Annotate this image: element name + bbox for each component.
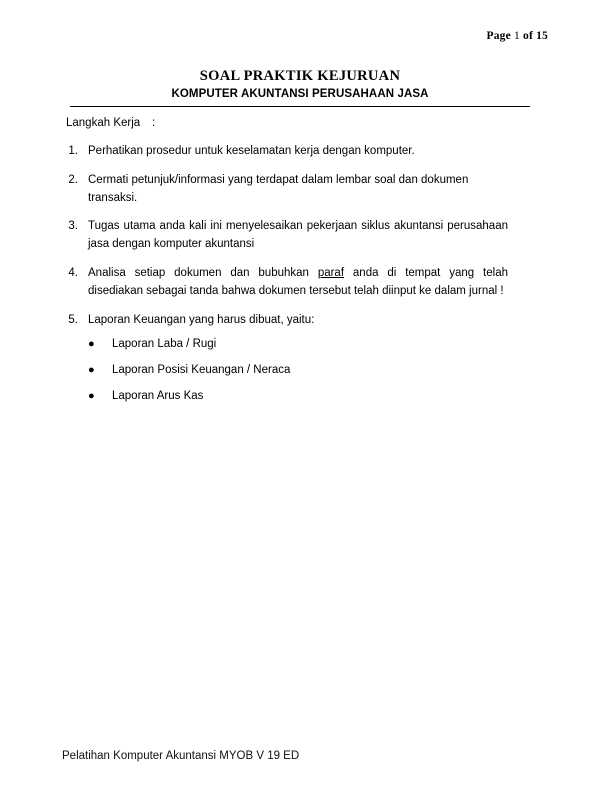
step-number: 5.: [68, 313, 78, 326]
page-number-header: [486, 30, 548, 42]
page-number: 1: [514, 30, 520, 42]
step-text: Perhatikan prosedur untuk keselamatan kerja dengan komputer.: [88, 145, 415, 157]
list-item: [0, 143, 600, 161]
step-number: 3.: [68, 220, 78, 233]
report-bullet-list: [88, 336, 508, 406]
title-divider: [70, 106, 530, 107]
document-title-block: [0, 68, 600, 100]
document-body: [0, 117, 600, 425]
list-item: [0, 312, 600, 415]
step-text-block: [88, 312, 508, 415]
bullet-icon: ●: [88, 363, 95, 376]
page-label: Page: [486, 30, 511, 42]
step-text-underlined: paraf: [317, 267, 345, 280]
step-text: [88, 265, 508, 301]
bullet-label: Laporan Laba / Rugi: [112, 337, 217, 350]
page-footer: Pelatihan Komputer Akuntansi MYOB V 19 ED: [62, 750, 300, 762]
list-item: [0, 172, 600, 208]
document-subtitle: KOMPUTER AKUNTANSI PERUSAHAAN JASA: [171, 88, 429, 101]
list-item: [88, 388, 508, 405]
step-number: 1.: [68, 145, 78, 157]
list-item: [0, 265, 600, 301]
step-text: Tugas utama anda kali ini menyelesaikan pekerjaan siklus akuntansi perusahaan jasa dengan komputer akuntansi: [88, 220, 508, 251]
step-text-before: Analisa setiap dokumen dan bubuhkan: [88, 267, 318, 280]
steps-list: [0, 143, 600, 414]
step-number: 4.: [68, 267, 78, 280]
bullet-label: Laporan Posisi Keuangan / Neraca: [112, 363, 291, 376]
step-number: 2.: [68, 173, 78, 186]
list-item: [0, 218, 600, 254]
page-total: 15: [536, 30, 548, 42]
list-item: [88, 362, 508, 379]
section-heading-label: Langkah Kerja: [66, 117, 141, 129]
bullet-icon: ●: [88, 337, 95, 350]
page-of-label: of: [523, 30, 534, 42]
section-heading: [66, 117, 600, 129]
step-text-after: anda di tempat yang telah disediakan sebagai tanda bahwa dokumen tersebut telah diinput ke dalam jurnal !: [88, 267, 508, 297]
document-title: SOAL PRAKTIK KEJURUAN: [199, 68, 401, 84]
bullet-icon: ●: [88, 390, 95, 402]
step-text: Cermati petunjuk/informasi yang terdapat dalam lembar soal dan dokumen transaksi.: [88, 173, 469, 204]
section-heading-colon: :: [152, 117, 156, 129]
bullet-label: Laporan Arus Kas: [112, 390, 204, 402]
step-text: Laporan Keuangan yang harus dibuat, yaitu:: [88, 313, 315, 326]
list-item: [88, 336, 508, 353]
